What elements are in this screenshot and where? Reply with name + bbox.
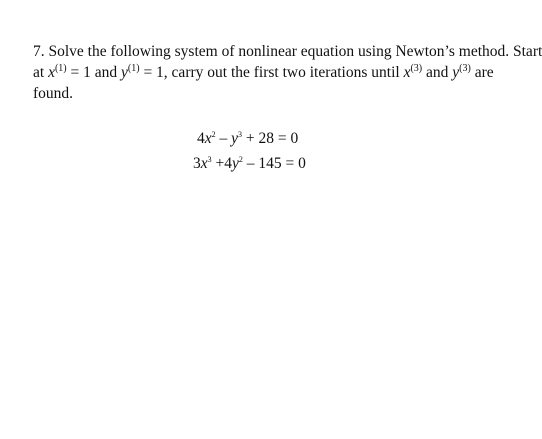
eq1-rest: + 28 = 0: [242, 130, 299, 147]
text-carry-out: = 1, carry out the first two iterations until: [139, 64, 404, 81]
problem-line-3: found.: [33, 85, 74, 102]
eq2-rest: – 145 = 0: [242, 155, 306, 172]
sup-x-final: (3): [410, 63, 423, 74]
sup-y-initial: (1): [127, 63, 140, 74]
problem-line-2: [33, 62, 494, 83]
var-x-final: x: [403, 64, 411, 81]
eq2-power-x: 3: [207, 155, 212, 164]
sup-x-initial: (1): [54, 63, 67, 74]
equation-1: [0, 126, 474, 151]
eq1-coefficient: 4: [197, 130, 205, 147]
eq1-power-x: 2: [211, 130, 216, 139]
var-y-final: y: [452, 64, 460, 81]
text-are: are: [470, 64, 494, 81]
var-x-initial: x: [48, 64, 55, 81]
text-equals-and: = 1 and: [66, 64, 121, 81]
equation-system: [0, 126, 474, 176]
sup-y-final: (3): [459, 63, 471, 74]
var-y-initial: y: [121, 64, 128, 81]
eq1-var-x: x: [204, 130, 212, 147]
eq2-plus-coefficient: +4: [211, 155, 233, 172]
text-and: and: [422, 64, 453, 81]
text-at: at: [33, 64, 49, 81]
problem-statement: [33, 41, 542, 104]
eq2-var-x: x: [200, 155, 208, 172]
problem-line-1: 7. Solve the following system of nonlinear equation using Newton’s method. Start: [33, 43, 542, 60]
eq1-var-y: y: [231, 130, 239, 147]
eq2-var-y: y: [232, 155, 239, 172]
equation-2: [0, 151, 474, 176]
eq2-power-y: 2: [238, 155, 243, 164]
eq2-coefficient: 3: [193, 155, 201, 172]
eq1-minus: –: [215, 130, 232, 147]
eq1-power-y: 3: [238, 130, 243, 139]
